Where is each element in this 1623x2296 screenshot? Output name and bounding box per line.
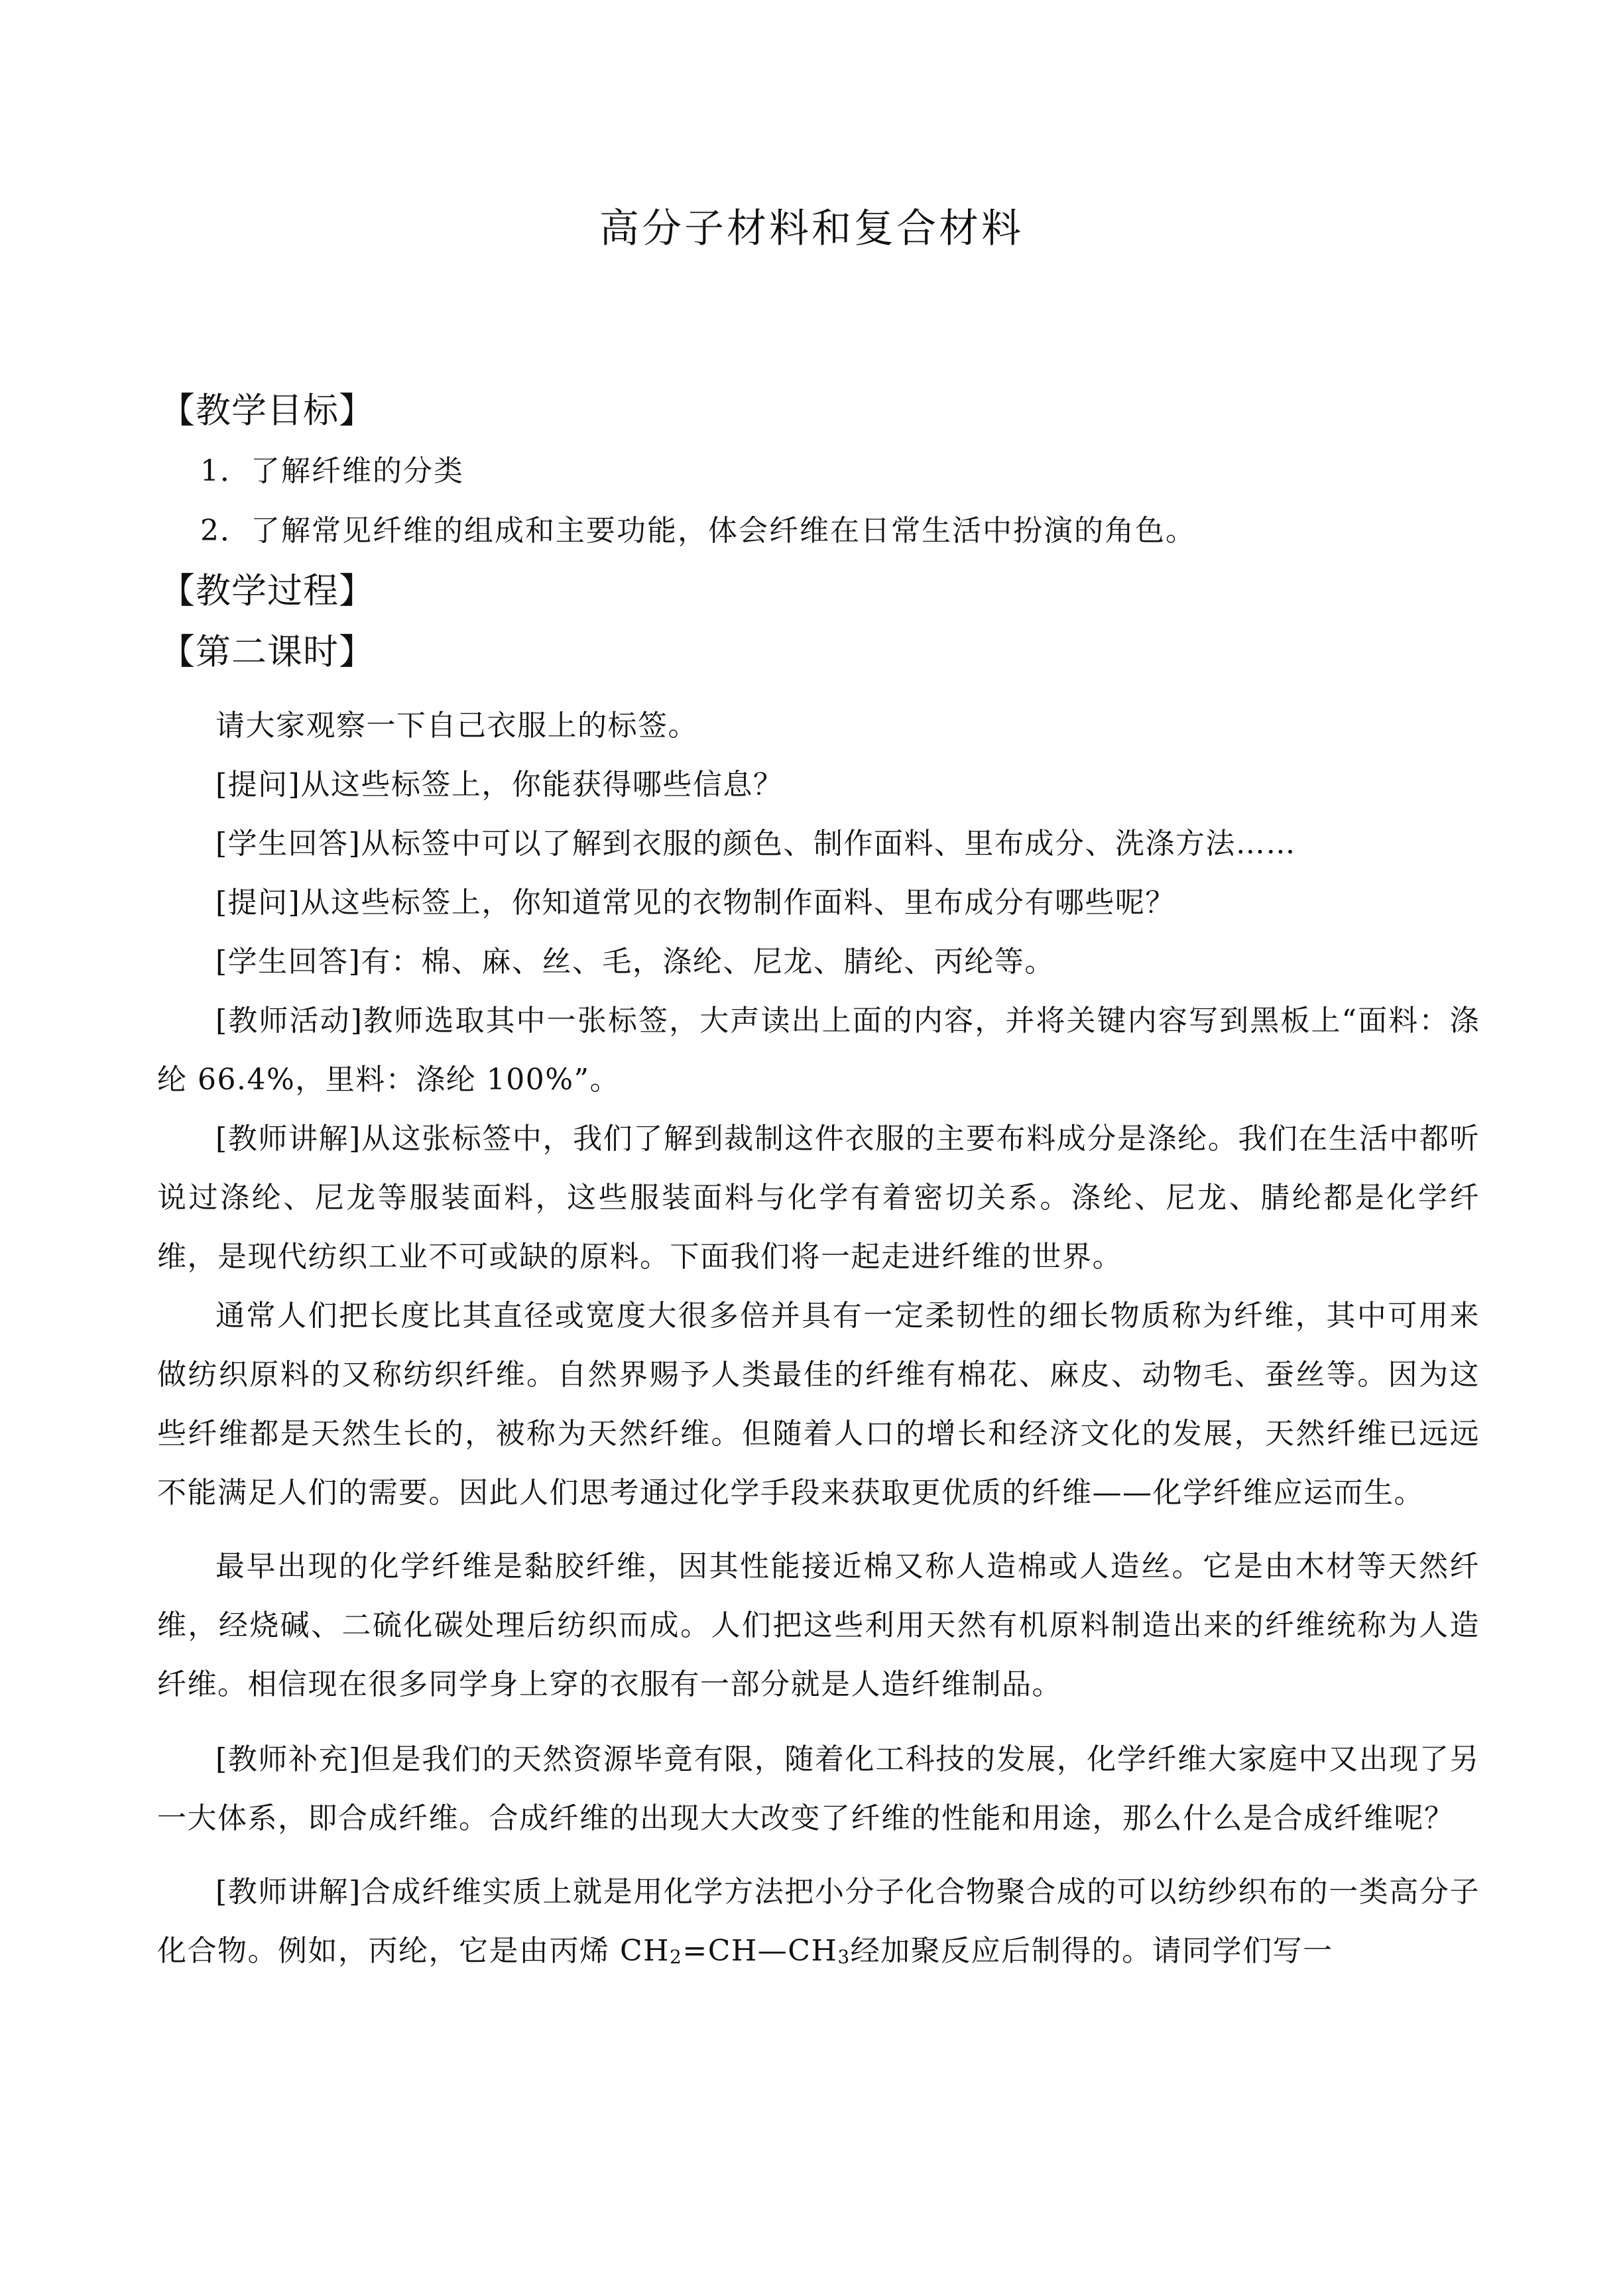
formula-ch: CH (620, 1934, 670, 1968)
paragraph-observe-labels: 请大家观察一下自己衣服上的标签。 (215, 709, 698, 743)
paragraph-answer-2: [学生回答]有：棉、麻、丝、毛，涤纶、尼龙、腈纶、丙纶等。 (215, 945, 1055, 979)
propylene-formula (620, 1934, 851, 1968)
paragraph-answer-1: [学生回答]从标签中可以了解到衣服的颜色、制作面料、里布成分、洗涤方法…… (215, 827, 1296, 861)
paragraph-teacher-supplement: [教师补充]但是我们的天然资源毕竟有限，随着化工科技的发展，化学纤维大家庭中又出现了另一大体系，即合成纤维。合成纤维的出现大大改变了纤维的性能和用途，那么什么是合成纤维呢？ (157, 1742, 1480, 1835)
process-heading: 【教学过程】 (160, 571, 375, 611)
paragraph-fiber-definition: 通常人们把长度比其直径或宽度大很多倍并具有一定柔韧性的细长物质称为纤维，其中可用来做纺织原料的又称纺织纤维。自然界赐予人类最佳的纤维有棉花、麻皮、动物毛、蚕丝等。因为这些纤维都是天然生长的，被称为天然纤维。但随着人口的增长和经济文化的发展，天然纤维已远远不能满足人们的需要。因此人们思考通过化学手段来获取更优质的纤维——化学纤维应运而生。 (157, 1299, 1480, 1510)
objective-item-1: 1．了解纤维的分类 (200, 454, 464, 488)
paragraph-viscose-fiber: 最早出现的化学纤维是黏胶纤维，因其性能接近棉又称人造棉或人造丝。它是由木材等天然纤维，经烧碱、二硫化碳处理后纺织而成。人们把这些利用天然有机原料制造出来的纤维统称为人造纤维。相信现在很多同学身上穿的衣服有一部分就是人造纤维制品。 (157, 1549, 1480, 1701)
formula-subscript-3: 3 (837, 1946, 851, 1968)
paragraph-question-1: [提问]从这些标签上，你能获得哪些信息？ (215, 768, 784, 802)
paragraph-teacher-explain-2 (157, 1862, 1480, 1980)
paragraph-text-before-formula: [教师讲解]合成纤维实质上就是用化学方法把小分子化合物聚合成的可以纺纱织布的一类高分子化合物。例如，丙纶，它是由丙烯 (157, 1875, 1480, 1968)
formula-double-bond: =CH—CH (682, 1934, 838, 1968)
objectives-heading: 【教学目标】 (160, 391, 375, 431)
formula-subscript-2: 2 (670, 1946, 683, 1968)
paragraph-teacher-explain-1: [教师讲解]从这张标签中，我们了解到裁制这件衣服的主要布料成分是涤纶。我们在生活中都听说过涤纶、尼龙等服装面料，这些服装面料与化学有着密切关系。涤纶、尼龙、腈纶都是化学纤维，是现代纺织工业不可或缺的原料。下面我们将一起走进纤维的世界。 (157, 1122, 1480, 1274)
document-title: 高分子材料和复合材料 (599, 206, 1024, 252)
document-body (157, 381, 1480, 1980)
paragraph-text-after-formula: 经加聚反应后制得的。请同学们写一 (850, 1934, 1333, 1968)
lesson-heading: 【第二课时】 (160, 632, 375, 672)
paragraph-teacher-activity: [教师活动]教师选取其中一张标签，大声读出上面的内容，并将关键内容写到黑板上“面料：涤纶 66.4%，里料：涤纶 100%”。 (157, 1004, 1480, 1097)
paragraph-question-2: [提问]从这些标签上，你知道常见的衣物制作面料、里布成分有哪些呢？ (215, 886, 1175, 920)
objective-item-2: 2．了解常见纤维的组成和主要功能，体会纤维在日常生活中扮演的角色。 (200, 514, 1196, 548)
